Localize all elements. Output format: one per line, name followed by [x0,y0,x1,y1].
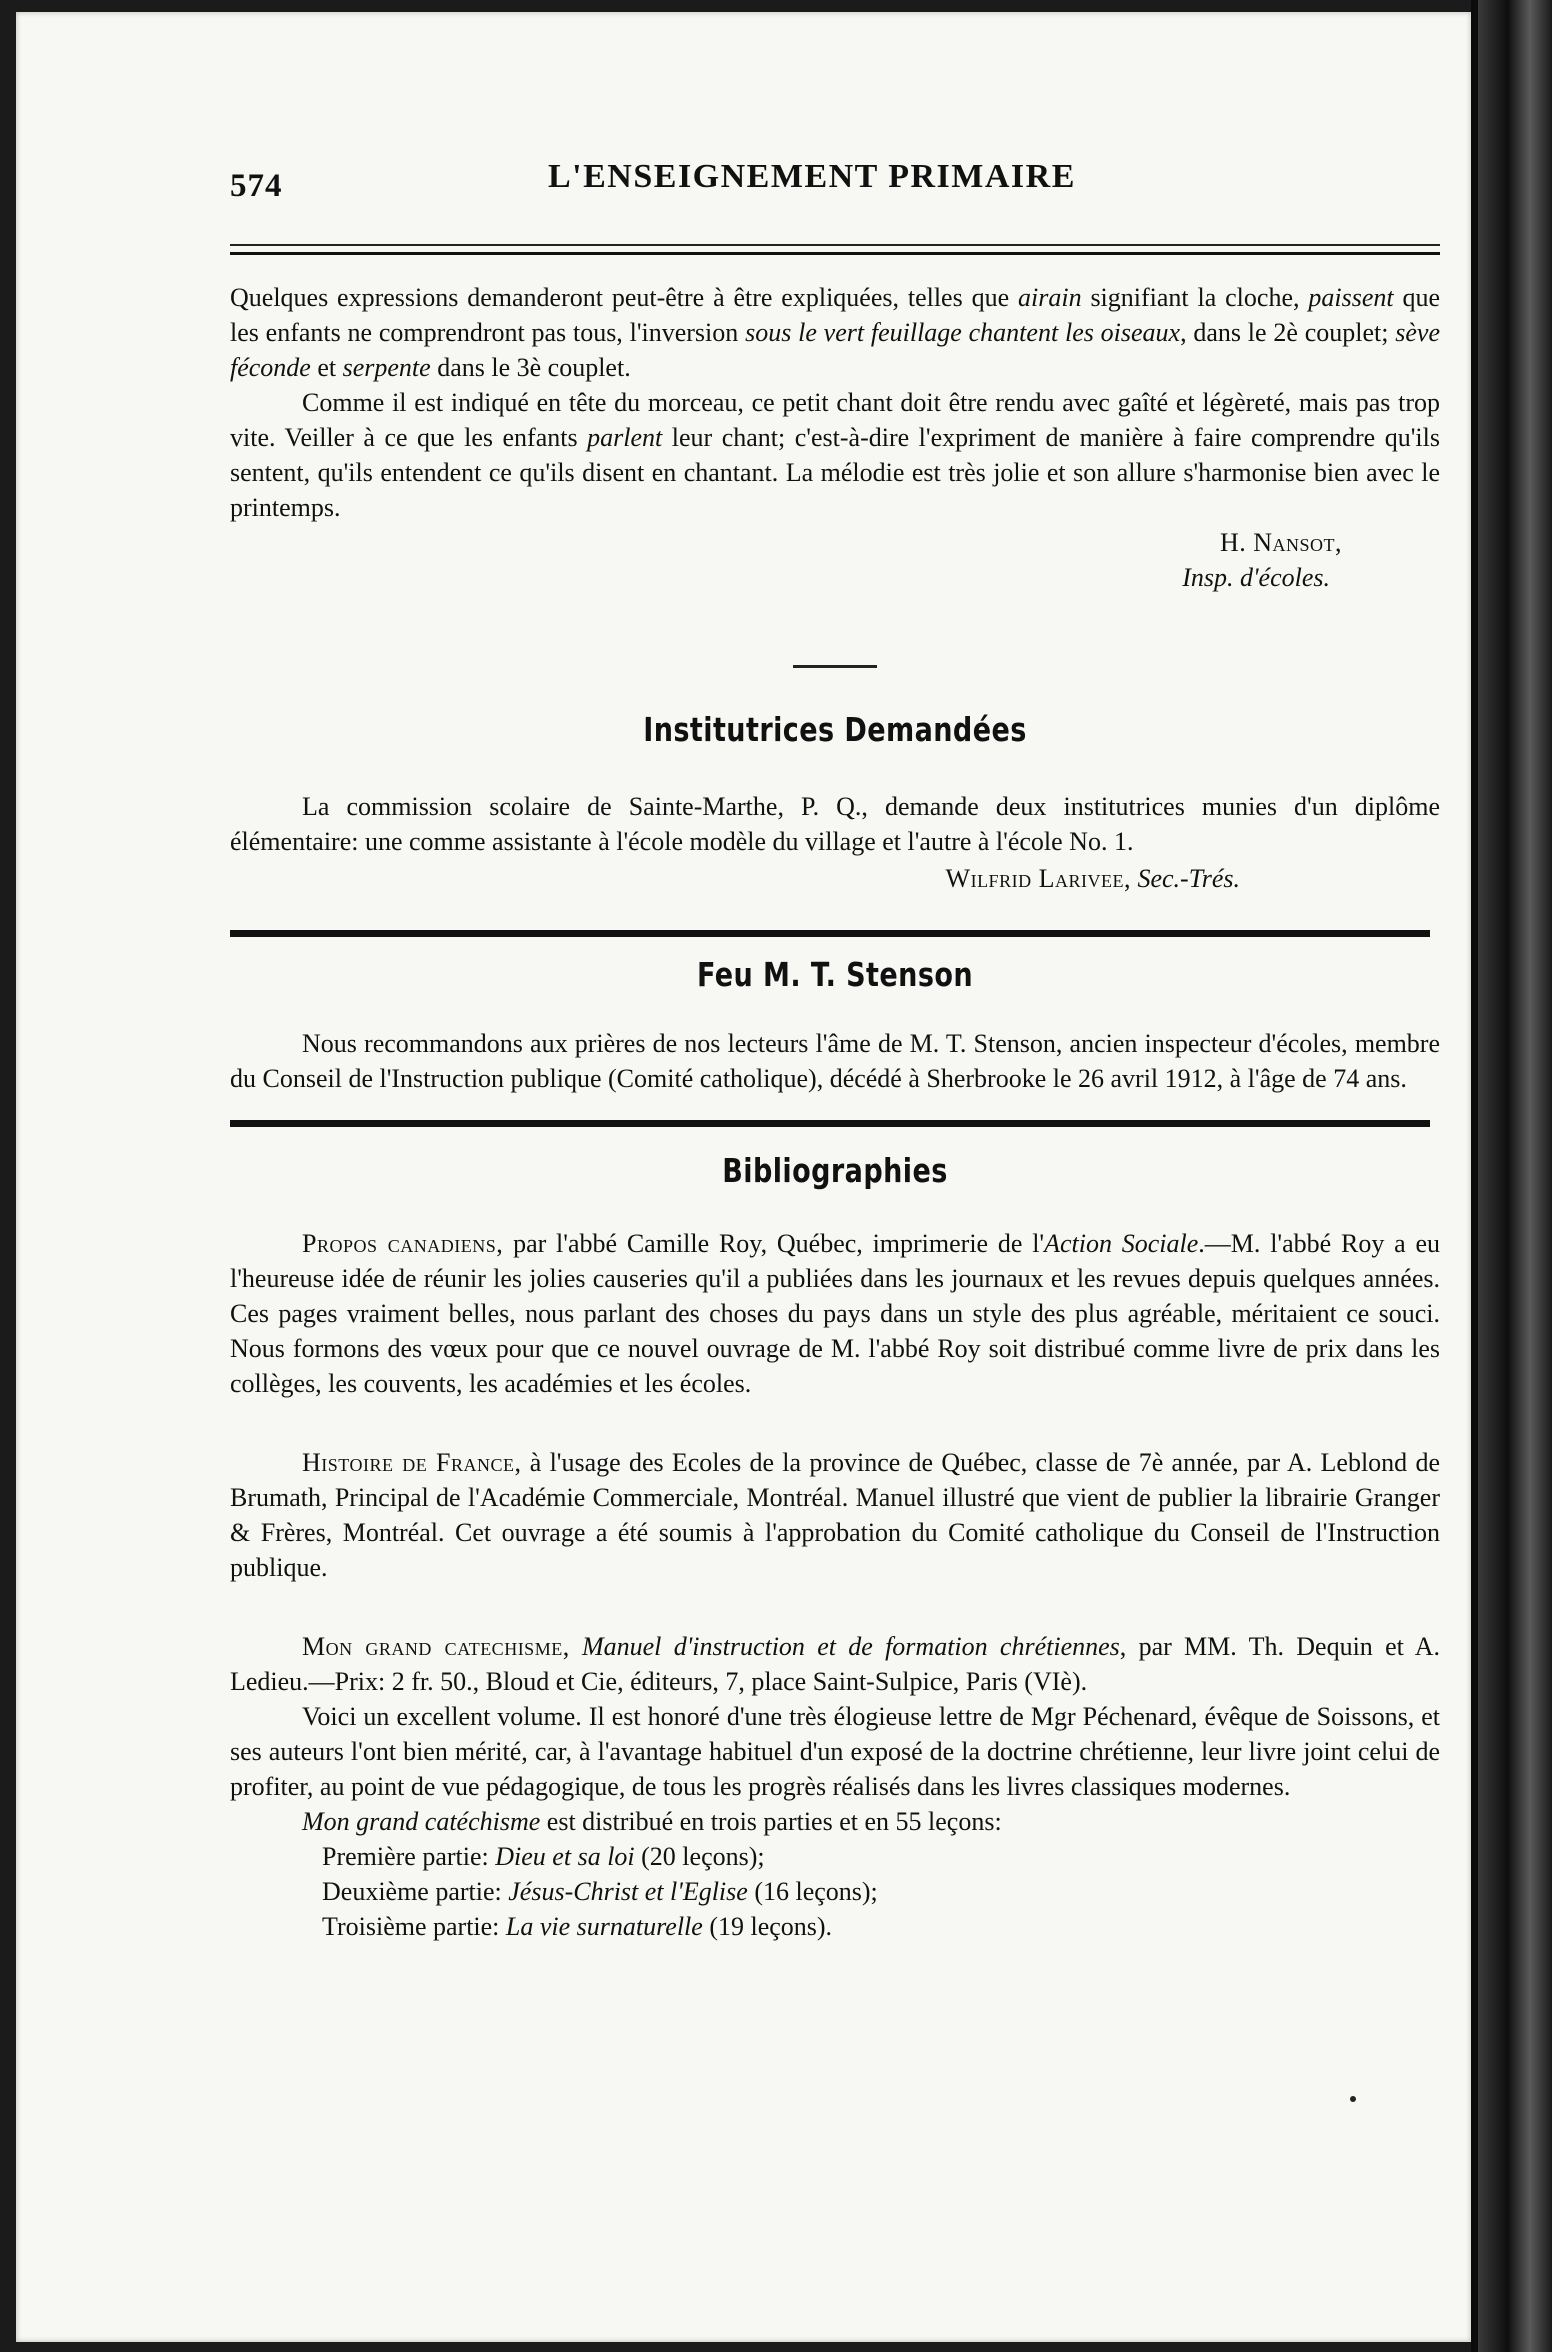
signature-name: Wilfrid Larivee, [945,864,1131,893]
ink-speck [1350,2096,1356,2102]
part-label: Troisième partie: [322,1912,506,1941]
article-paragraph-1 [230,280,1440,385]
italic-run: parlent [587,423,663,452]
text-run: , par MM. Th. Dequin et A. Ledieu.—Prix: 2 fr. 50., Bloud et Cie, éditeurs, 7, place Saint-Sulpice, Paris (VIè). [230,1632,1440,1696]
text-run: par l'abbé Camille Roy, Québec, imprimerie de l' [503,1229,1045,1258]
entry-title: Histoire de France, [302,1448,522,1477]
italic-run: serpente [342,353,431,382]
italic-run: sous le vert feuillage chantent les oiseaux [745,318,1181,347]
part-title: Dieu et sa loi [495,1842,635,1871]
part-count: (16 leçons); [747,1877,878,1906]
part-title: Jésus-Christ et l'Eglise [508,1877,748,1906]
section-divider-short [793,665,877,668]
spacer [230,1401,1440,1445]
heading-bibliographies: Bibliographies [722,1151,948,1190]
italic-run: paissent [1308,283,1394,312]
entry-title: Propos canadiens, [302,1229,504,1258]
text-run: signifiant la cloche, [1081,283,1309,312]
running-head [230,150,1440,204]
italic-run: Action Sociale [1044,1229,1199,1258]
bibliography-entry-3-paragraph-2: Voici un excellent volume. Il est honoré d'une très élogieuse lettre de Mgr Péchenard, évêque de Soissons, et ses auteurs l'ont bien mérité, car, à l'avantage habituel d'un exposé de la doctrine chrétienne, leur livre joint celui de profiter, au point de vue pédagogique, de tous les progrès réalisés dans les livres classiques modernes. [230,1702,1440,1801]
header-double-rule [230,244,1440,258]
spacer [230,1585,1440,1629]
text-run: que les enfants ne comprendront pas tous, l'inversion [230,283,1440,347]
italic-run: Manuel d'instruction et de formation chrétiennes [569,1632,1120,1661]
italic-run: Mon grand catéchisme [302,1807,541,1836]
author-title: Insp. d'écoles. [1182,563,1330,592]
scan-binding-strip [1478,0,1552,2352]
signature-title: Sec.-Trés. [1137,864,1240,893]
part-line-2 [230,1874,1440,1909]
part-title: La vie surnaturelle [505,1912,703,1941]
part-count: (19 leçons). [702,1912,833,1941]
author-signature: H. Nansot, [1219,528,1342,557]
institutrices-signature [230,861,1440,896]
entry-title: Mon grand catechisme, [302,1632,570,1661]
article-paragraph-2 [230,385,1440,525]
bibliography-entry-1 [230,1226,1440,1401]
section-divider-thick [230,1120,1430,1127]
text-run: Comme il est indiqué en tête du morceau, ce petit chant doit être rendu avec gaîté et légèreté, mais pas trop vite. Veiller à ce que les enfants [230,388,1440,452]
institutrices-body: La commission scolaire de Sainte-Marthe, P. Q., demande deux institutrices munies d'un diplôme élémentaire: une comme assistante à l'école modèle du village et l'autre à l'école No. 1. [230,792,1440,856]
part-line-1 [230,1839,1440,1874]
page-content [230,150,1440,1944]
text-run: et [310,353,343,382]
bibliography-entry-3 [230,1629,1440,1699]
part-label: Deuxième partie: [322,1877,509,1906]
section-divider-thick [230,930,1430,937]
heading-stenson: Feu M. T. Stenson [696,955,974,994]
italic-run: airain [1018,283,1082,312]
text-run: à l'usage des Ecoles de la province de Québec, classe de 7è année, par A. Leblond de Brumath, Principal de l'Académie Commerciale, Montréal. Manuel illustré que vient de publier la librairie Granger & Frères, Montréal. Cet ouvrage a été soumis à l'approbation du Comité catholique du Conseil de l'Instruction publique. [230,1448,1440,1582]
bibliography-entry-3-paragraph-3 [230,1804,1440,1839]
stenson-body: Nous recommandons aux prières de nos lecteurs l'âme de M. T. Stenson, ancien inspecteur d'écoles, membre du Conseil de l'Instruction publique (Comité catholique), décédé à Sherbrooke le 26 avril 1912, à l'âge de 74 ans. [230,1029,1440,1093]
part-count: (20 leçons); [634,1842,765,1871]
journal-title: L'ENSEIGNEMENT PRIMAIRE [548,158,1076,195]
italic-run: sève féconde [230,318,1440,382]
text-run: est distribué en trois parties et en 55 leçons: [540,1807,1002,1836]
heading-institutrices: Institutrices Demandées [643,710,1027,749]
bibliography-entry-2 [230,1445,1440,1585]
page-number: 574 [230,168,283,204]
part-line-3 [230,1909,1440,1944]
text-run: .—M. l'abbé Roy a eu l'heureuse idée de réunir les jolies causeries qu'il a publiées dans les journaux et les revues depuis quelques années. Ces pages vraiment belles, nous parlant des choses du pays dans un style des plus agréable, méritaient ce souci. Nous formons des vœux pour que ce nouvel ouvrage de M. l'abbé Roy soit distribué comme livre de prix dans les collèges, les couvents, les académies et les écoles. [230,1229,1440,1398]
text-run: , dans le 2è couplet; [1180,318,1396,347]
part-label: Première partie: [322,1842,496,1871]
text-run: leur chant; c'est-à-dire l'expriment de manière à faire comprendre qu'ils sentent, qu'ils entendent ce qu'ils disent en chantant. La mélodie est très jolie et son allure s'harmonise bien avec le printemps. [230,423,1440,522]
text-run: dans le 3è couplet. [430,353,631,382]
text-run: Quelques expressions demanderont peut-être à être expliquées, telles que [230,283,1018,312]
